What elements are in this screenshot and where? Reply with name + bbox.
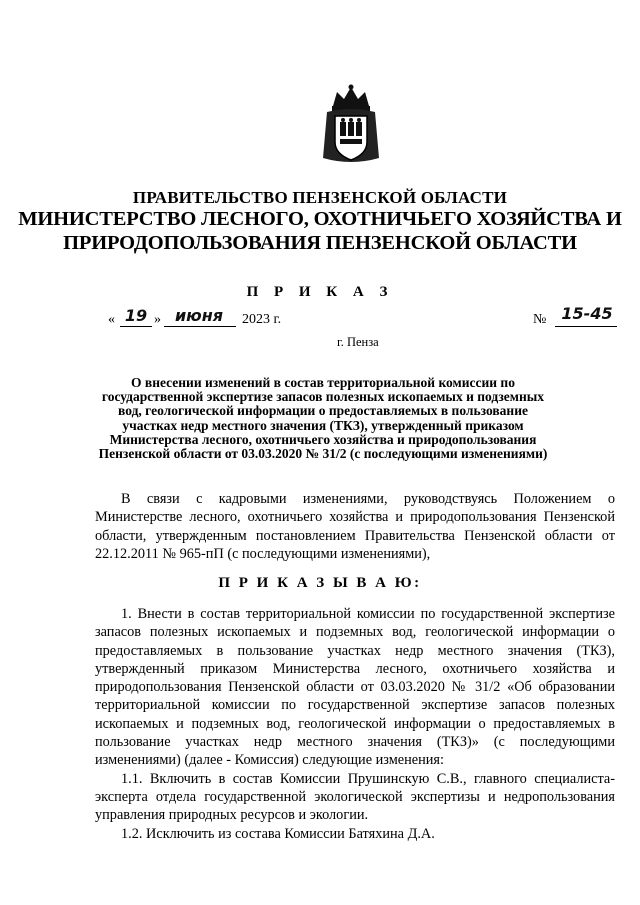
handwritten-day: 19 xyxy=(124,306,148,325)
number-sign: № xyxy=(533,312,547,327)
order-number xyxy=(533,304,613,328)
quote-close: » xyxy=(154,312,161,327)
ministry-name-line-1: МИНИСТЕРСТВО ЛЕСНОГО, ОХОТНИЧЬЕГО ХОЗЯЙСТВА И xyxy=(18,208,622,230)
order-title xyxy=(98,376,548,461)
order-item-1: 1. Внести в состав территориальной комиссии по государственной экспертизе запасов полезных ископаемых и подземных вод, геологической информации о предоставляемых в пользование участках недр местного значения (ТКЗ), утвержденный приказом Министерства лесного, охотничьего хозяйства и природопользования Пензенской области от 03.03.2020 № 31/2 «Об образовании территориальной комиссии по государственной экспертизе запасов полезных ископаемых и подземных вод, геологической информации о предоставляемых в пользование участках недр местного значения (ТКЗ)» (с последующими изменениями) (далее - Комиссия) следующие изменения: xyxy=(95,606,615,769)
handwritten-number: 15-45 xyxy=(561,304,613,323)
decree-heading: П Р И К А З Ы В А Ю: xyxy=(218,575,422,591)
title-line: О внесении изменений в состав территориальной комиссии по xyxy=(131,375,515,390)
title-line: Министерства лесного, охотничьего хозяйства и природопользования xyxy=(109,431,537,447)
coat-of-arms-icon xyxy=(319,84,383,166)
title-line: государственной экспертизе запасов полезных ископаемых и подземных xyxy=(101,389,545,405)
order-items xyxy=(95,605,615,843)
handwritten-month: июня xyxy=(174,306,224,325)
preamble: В связи с кадровыми изменениями, руководствуясь Положением о Министерстве лесного, охотничьего хозяйства и природопользования Пензенской области, утвержденным постановлением Правительства Пензенской области от 22.12.2011 № 965-пП (с последующими изменениями), xyxy=(95,491,615,562)
order-date xyxy=(108,306,282,328)
government-name: ПРАВИТЕЛЬСТВО ПЕНЗЕНСКОЙ ОБЛАСТИ xyxy=(132,188,508,207)
title-line: вод, геологической информации о предоставляемых в пользование xyxy=(118,403,528,419)
city: г. Пенза xyxy=(337,335,379,349)
document-type: П Р И К А З xyxy=(246,284,394,300)
order-item-1-2: 1.2. Исключить из состава Комиссии Батяхина Д.А. xyxy=(121,825,435,842)
order-year: 2023 г. xyxy=(242,312,282,327)
ministry-name-line-2: ПРИРОДОПОЛЬЗОВАНИЯ ПЕНЗЕНСКОЙ ОБЛАСТИ xyxy=(63,232,577,254)
preamble-block xyxy=(95,490,615,563)
title-line: Пензенской области от 03.03.2020 № 31/2 (с последующими изменениями) xyxy=(98,446,548,462)
quote-open: « xyxy=(108,312,115,327)
title-line: участках недр местного значения (ТКЗ), утвержденный приказом xyxy=(122,417,524,433)
order-item-1-1: 1.1. Включить в состав Комиссии Прушинскую С.В., главного специалиста-эксперта отдела государственной экологической экспертизы и недропользования управления природных ресурсов и экологии. xyxy=(95,770,615,824)
